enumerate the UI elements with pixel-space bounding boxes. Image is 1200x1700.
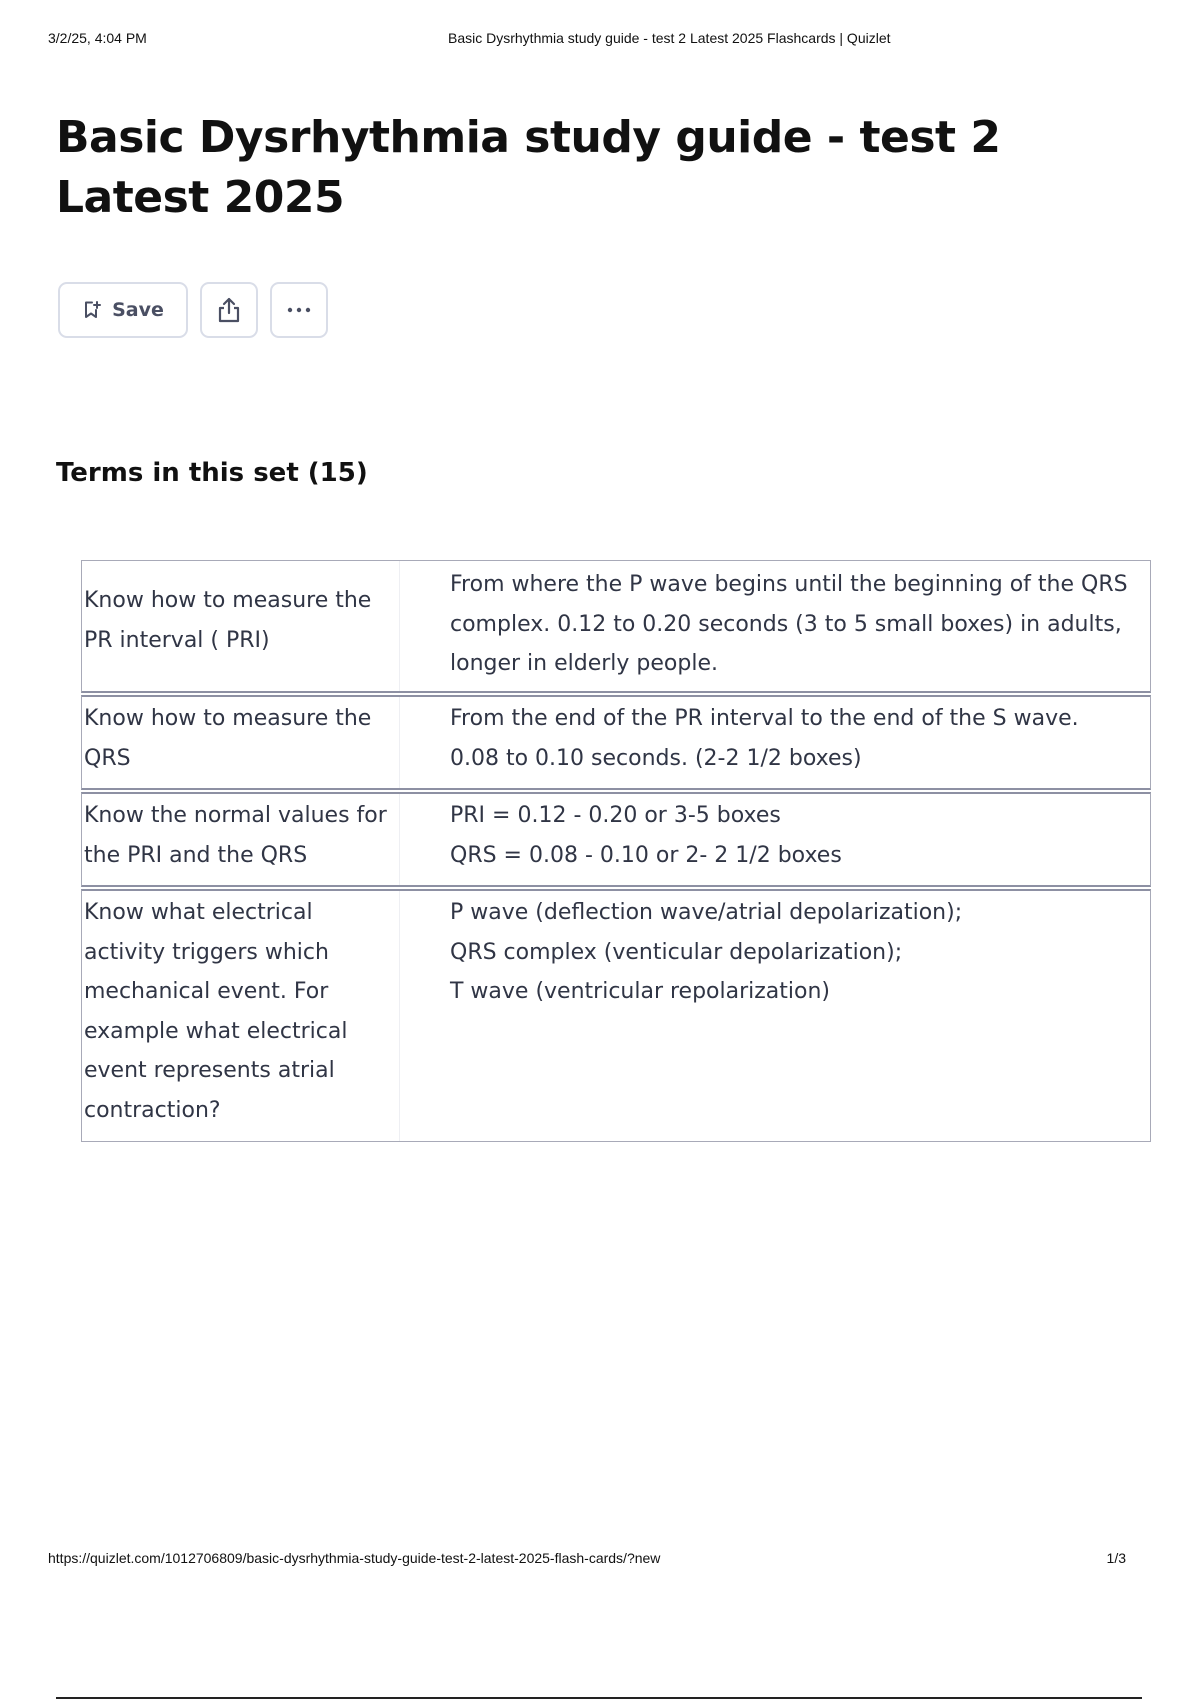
bookmark-add-icon [82,300,102,320]
print-page-number: 1/3 [1106,1550,1126,1566]
more-options-button[interactable] [270,282,328,338]
page-bottom-divider [56,1697,1142,1699]
definition-text: From the end of the PR interval to the end of the S wave. 0.08 to 0.10 seconds. (2-2 1/2 boxes) [450,706,1079,771]
share-icon [215,296,243,324]
term-card [81,889,1151,1142]
save-button[interactable] [58,282,188,338]
share-button[interactable] [200,282,258,338]
print-page-url: https://quizlet.com/1012706809/basic-dysrhythmia-study-guide-test-2-latest-2025-flash-cards/?new [48,1550,661,1566]
term-text: Know what electrical activity triggers which mechanical event. For example what electrical event represents atrial contraction? [82,891,400,1141]
term-text: Know how to measure the PR interval ( PRI) [82,561,400,691]
term-card [81,792,1151,887]
save-button-label: Save [112,299,164,321]
terms-list [81,560,1151,1144]
definition-text: From where the P wave begins until the beginning of the QRS complex. 0.12 to 0.20 seconds (3 to 5 small boxes) in adults, longer in elderly people. [450,572,1128,676]
term-card [81,560,1151,693]
print-header [48,30,1152,50]
term-text: Know how to measure the QRS [82,697,400,788]
more-horizontal-icon [285,306,313,314]
print-footer [48,1550,1152,1570]
set-actions-toolbar [58,282,328,338]
definition-text: PRI = 0.12 - 0.20 or 3-5 boxes QRS = 0.08 - 0.10 or 2- 2 1/2 boxes [450,803,842,868]
term-card [81,695,1151,790]
page-title: Basic Dysrhythmia study guide - test 2 Latest 2025 [56,112,1001,223]
print-datetime: 3/2/25, 4:04 PM [48,30,147,46]
terms-section-heading: Terms in this set (15) [56,458,368,488]
print-document-title: Basic Dysrhythmia study guide - test 2 Latest 2025 Flashcards | Quizlet [448,30,891,46]
definition-text: P wave (deflection wave/atrial depolarization); QRS complex (venticular depolarization); T wave (ventricular repolarization) [450,900,963,1004]
term-text: Know the normal values for the PRI and the QRS [82,794,400,885]
